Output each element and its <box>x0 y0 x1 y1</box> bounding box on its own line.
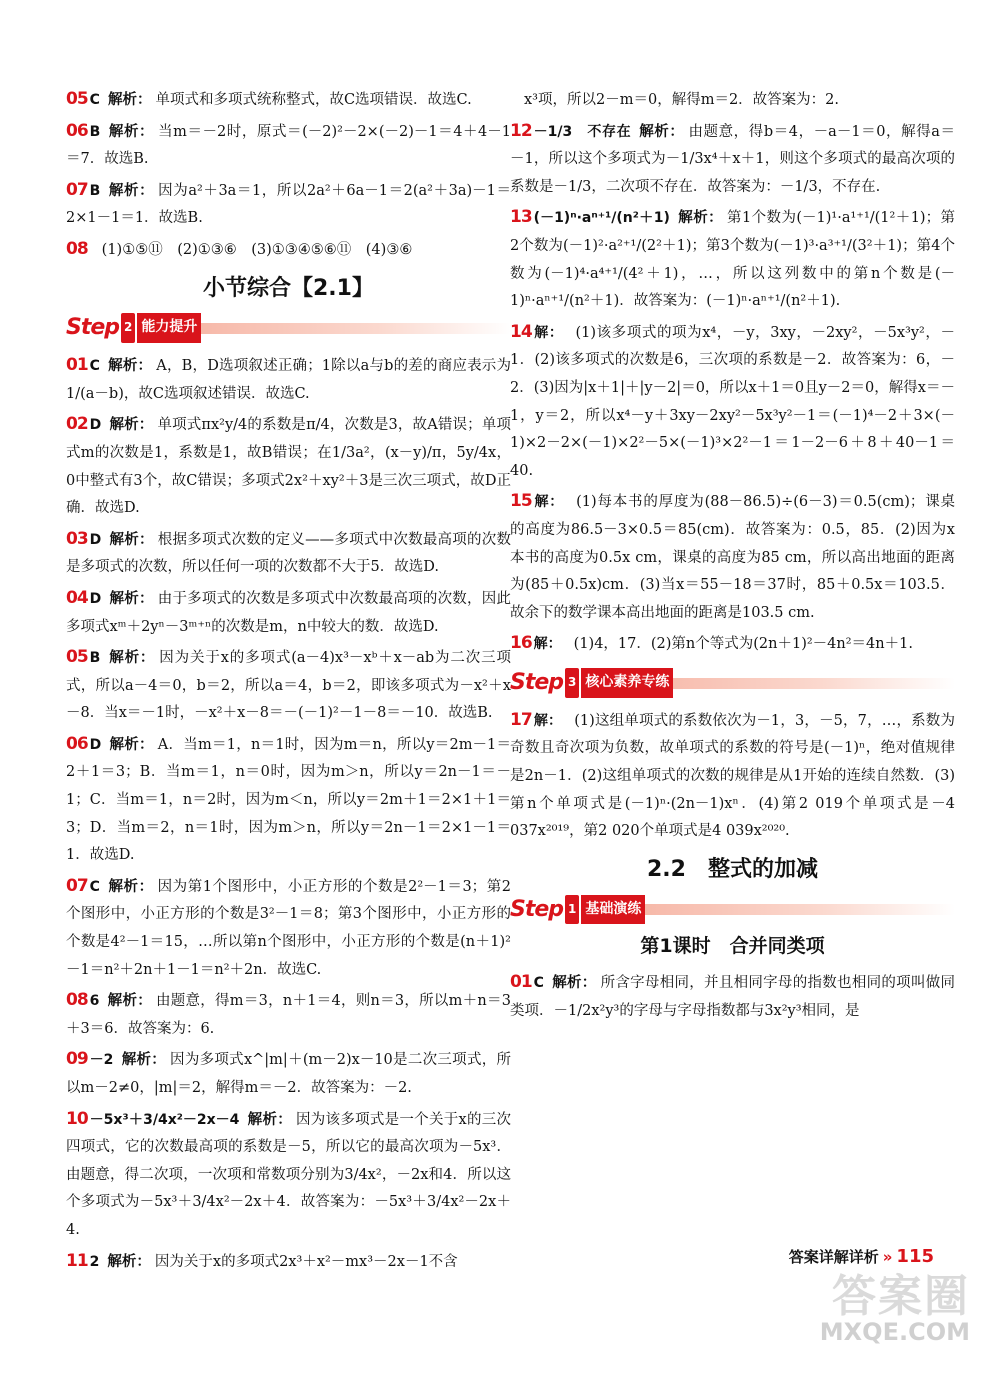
chapter-title: 2.2 整式的加减 <box>647 856 818 882</box>
question-number: 08 <box>66 238 88 259</box>
question-item <box>66 1046 511 1102</box>
explanation-text: 根据多项式次数的定义——多项式中次数最高项的次数是多项式的次数，所以任何一项的次数都不大于5．故选D. <box>66 531 512 576</box>
explanation-text: 因为关于x的多项式2x³＋x²－mx³－2x－1不含 <box>154 1253 458 1270</box>
question-item <box>66 873 511 984</box>
question-item <box>66 644 511 728</box>
analysis-label: 解析： <box>551 975 597 992</box>
section-title: 小节综合【2.1】 <box>203 275 374 301</box>
answer-key: 解： <box>533 324 564 341</box>
explanation-text: 由题意，得m＝3，n＋1＝4，则n＝3，所以m＋n＝3＋3＝6．故答案为：6. <box>66 993 512 1037</box>
watermark-url: MXQE.COM <box>819 1318 970 1346</box>
question-number: 05 <box>66 647 88 668</box>
step-logo: Step <box>66 315 120 341</box>
banner-stripe <box>630 678 955 689</box>
question-item <box>66 236 511 265</box>
analysis-label: 解析： <box>107 1253 151 1270</box>
explanation-text: 所含字母相同，并且相同字母的指数也相同的项叫做同类项．－1/2x²y³的字母与字母指数都与3x²y³相同，是 <box>510 975 956 1019</box>
question-number: 05 <box>66 89 88 109</box>
analysis-label: 解析： <box>677 210 724 227</box>
question-number: 06 <box>66 120 88 141</box>
answer-key: C <box>89 358 100 375</box>
step2-banner <box>66 312 511 344</box>
explanation-text: (1)每本书的厚度为(88－86.5)÷(6－3)＝0.5(cm)；课桌的高度为86.5－3×0.5＝85(cm)．故答案为：0.5，85．(2)因为x本书的高度为0.5x cm，课桌的高度为85 cm，所以高出地面的距离为(85＋0.5x)cm．(3)当x＝55－18＝37时，85＋0.5x＝103.5．故余下的数学课本高出地面的距离是103.5 cm. <box>510 494 956 621</box>
analysis-label: 解析： <box>109 531 154 548</box>
explanation-text: 因为多项式x^|m|＋(m－2)x－10是二次三项式，所以m－2≠0，|m|＝2，解得m＝－2．故答案为：－2. <box>66 1052 512 1096</box>
answer-key: D <box>89 590 102 607</box>
answer-key: B <box>89 182 101 199</box>
question-item <box>510 86 955 115</box>
answer-key: B <box>89 123 101 140</box>
answer-key: 解： <box>533 636 562 653</box>
step3-banner <box>510 667 955 699</box>
step-logo: Step <box>510 670 564 696</box>
explanation-text: A．当m＝1，n＝1时，因为m＝n，所以y＝2m－1＝2＋1＝3；B．当m＝1，n＝0时，因为m＞n，所以y＝2n－1＝－1；C．当m＝1，n＝2时，因为m＜n，所以y＝2m＋1＝2×1＋1＝3；D．当m＝2，n＝1时，因为m＞n，所以y＝2n－1＝2×1－1＝1．故选D. <box>66 736 511 864</box>
left-column <box>66 86 511 1279</box>
question-item <box>66 731 511 870</box>
question-item <box>510 630 955 659</box>
question-item <box>66 526 511 582</box>
answer-key: 解： <box>533 712 563 729</box>
explanation-text: 因为该多项式是一个关于x的三次四项式，它的次数最高项的系数是－5，所以它的最高次项为－5x³．由题意，得二次项，一次项和常数项分别为3/4x²，－2x和4．所以这个多项式为－5x³＋3/4x²－2x＋4．故答案为：－5x³＋3/4x²－2x＋4. <box>66 1111 511 1238</box>
step-title: 能力提升 <box>137 313 201 343</box>
answer-key: 6 <box>89 993 100 1010</box>
question-item <box>66 1106 511 1245</box>
question-item <box>66 177 511 233</box>
answer-key: C <box>533 975 544 992</box>
analysis-label: 解析： <box>121 1052 167 1069</box>
footer-label: 答案详解详析 <box>788 1248 879 1266</box>
analysis-label: 解析： <box>109 736 154 753</box>
explanation-text: 第1个数为(－1)¹·a¹⁺¹/(1²＋1)；第2个数为(－1)²·a²⁺¹/(2²＋1)；第3个数为(－1)³·a³⁺¹/(3²＋1)；第4个数为(－1)⁴·a⁴⁺¹/(4²＋1)，…，所以这列数中的第n个数是(－1)ⁿ·aⁿ⁺¹/(n²＋1)．故答案为：(－1)ⁿ·aⁿ⁺¹/(n²＋1). <box>510 210 955 310</box>
analysis-label: 解析： <box>109 417 154 434</box>
analysis-label: 解析： <box>108 182 155 199</box>
analysis-label: 解析： <box>247 1111 292 1128</box>
answer-key: D <box>89 736 102 753</box>
question-item <box>66 411 511 522</box>
answer-key: C <box>89 878 100 895</box>
analysis-label: 解析： <box>109 590 154 607</box>
analysis-label: 解析： <box>107 993 152 1010</box>
question-number: 15 <box>510 491 532 512</box>
explanation-text: (1)①⑤⑪ (2)①③⑥ (3)①③④⑤⑥⑪ (4)③⑥ <box>101 241 413 258</box>
right-column <box>510 86 955 1028</box>
explanation-text: 因为a²＋3a＝1，所以2a²＋6a－1＝2(a²＋3a)－1＝2×1－1＝1．故选B. <box>66 182 511 227</box>
question-item <box>510 969 955 1025</box>
lesson-title: 第1课时 合并同类项 <box>640 935 825 958</box>
answer-key: B <box>89 650 101 667</box>
explanation-text: A，B，D选项叙述正确；1除以a与b的差的商应表示为1/(a－b)，故C选项叙述错误．故选C. <box>66 358 512 402</box>
step-badge: 3 <box>565 668 579 698</box>
watermark-logo: 答案圈 <box>832 1271 970 1322</box>
question-item <box>510 319 955 486</box>
question-number: 12 <box>510 120 532 141</box>
explanation-text: (1)4，17．(2)第n个等式为(2n＋1)²－4n²＝4n＋1. <box>573 636 913 653</box>
question-item <box>510 488 955 627</box>
question-item <box>66 118 511 174</box>
answer-key: 2 <box>89 1253 100 1270</box>
step1-banner <box>510 893 955 925</box>
step-title: 核心素养专练 <box>581 668 673 698</box>
banner-stripe <box>630 904 955 915</box>
question-item <box>510 707 955 846</box>
question-number: 07 <box>66 179 88 200</box>
answer-key: D <box>89 531 102 548</box>
question-number: 08 <box>66 990 88 1011</box>
question-number: 16 <box>510 633 532 654</box>
question-number: 09 <box>66 1049 88 1070</box>
question-number: 06 <box>66 733 88 754</box>
question-item <box>66 352 511 408</box>
analysis-label: 解析： <box>639 123 685 140</box>
step-title: 基础演练 <box>581 895 645 925</box>
question-number: 14 <box>510 321 532 342</box>
explanation-text: 由题意，得b＝4，－a－1＝0，解得a＝－1，所以这个多项式为－1/3x⁴＋x＋1，则这个多项式的最高次项的系数是－1/3，二次项不存在．故答案为：－1/3，不存在. <box>510 123 955 195</box>
question-number: 02 <box>66 414 88 435</box>
explanation-text: (1)这组单项式的系数依次为－1，3，－5，7，…，系数为奇数且奇次项为负数，故单项式的系数的符号是(－1)ⁿ，绝对值规律是2n－1．(2)这组单项式的次数的规律是从1开始的连续自然数．(3)第n个单项式是(－1)ⁿ·(2n－1)xⁿ．(4)第2 019个单项式是－4 037x²⁰¹⁹，第2 020个单项式是4 039x²⁰²⁰. <box>510 712 955 840</box>
answer-key: C <box>89 92 100 108</box>
answer-key: (－1)ⁿ·aⁿ⁺¹/(n²＋1) <box>533 210 670 227</box>
step-badge: 2 <box>121 313 135 343</box>
question-item <box>66 1248 511 1277</box>
question-number: 03 <box>66 528 88 549</box>
question-number: 07 <box>66 875 88 896</box>
answer-key: 解： <box>533 494 565 511</box>
answer-key: －5x³＋3/4x²－2x－4 <box>89 1111 240 1128</box>
question-number: 01 <box>66 355 88 376</box>
step-badge: 1 <box>565 895 579 925</box>
explanation-text: 单项式和多项式统称整式，故C选项错误．故选C. <box>155 92 472 108</box>
analysis-label: 解析： <box>108 650 156 667</box>
question-number: 10 <box>66 1108 88 1129</box>
banner-stripe <box>186 323 511 334</box>
question-number: 11 <box>66 1250 88 1271</box>
explanation-text: 单项式πx²y/4的系数是π/4，次数是3，故A错误；单项式m的次数是1，系数是1，故B错误；在1/3a²，(x－y)/π，5y/4x，0中整式有3个，故C错误；多项式2x²＋xy²＋3是三次三项式，故D正确．故选D. <box>66 417 511 517</box>
answer-key: －2 <box>89 1052 114 1069</box>
question-item <box>510 118 955 202</box>
explanation-text: 当m＝－2时，原式＝(－2)²－2×(－2)－1＝4＋4－1＝7．故选B. <box>66 123 511 168</box>
answer-key: D <box>89 417 102 434</box>
analysis-label: 解析： <box>107 358 153 375</box>
analysis-label: 解析： <box>108 123 155 140</box>
double-arrow-icon: » <box>882 1248 893 1266</box>
question-item <box>66 86 511 115</box>
explanation-text: x³项，所以2－m＝0，解得m＝2．故答案为：2. <box>524 92 839 108</box>
analysis-label: 解析： <box>107 878 154 895</box>
explanation-text: 因为关于x的多项式(a－4)x³－xᵇ＋x－ab为二次三项式，所以a－4＝0，b＝2，所以a＝4，b＝2，即该多项式为－x²＋x－8．当x＝－1时，－x²＋x－8＝－(－1)²－1－8＝－10．故选B. <box>66 650 512 722</box>
question-item <box>66 987 511 1043</box>
question-number: 04 <box>66 587 88 608</box>
question-number: 01 <box>510 972 532 993</box>
step-logo: Step <box>510 896 564 922</box>
explanation-text: (1)该多项式的项为x⁴，－y，3xy，－2xy²，－5x³y²，－1．(2)该多项式的次数是6，三次项的系数是－2．故答案为：6，－2．(3)因为|x＋1|＋|y－2|＝0，所以x＋1＝0且y－2＝0，解得x＝－1，y＝2，所以x⁴－y＋3xy－2xy²－5x³y²－1＝(－1)⁴－2＋3×(－1)×2－2×(－1)×2²－5×(－1)³×2²－1＝1－2－6＋8＋40－1＝40. <box>510 324 956 479</box>
explanation-text: 因为第1个图形中，小正方形的个数是2²－1＝3；第2个图形中，小正方形的个数是3²－1＝8；第3个图形中，小正方形的个数是4²－1＝15，…所以第n个图形中，小正方形的个数是(n＋1)²－1＝n²＋2n＋1－1＝n²＋2n．故选C. <box>66 878 511 978</box>
explanation-text: 由于多项式的次数是多项式中次数最高项的次数，因此多项式xᵐ＋2yⁿ－3ᵐ⁺ⁿ的次数是m，n中较大的数．故选D. <box>66 590 512 635</box>
page-number: 115 <box>896 1246 934 1267</box>
analysis-label: 解析： <box>107 92 152 108</box>
answer-key: －1/3 不存在 <box>533 123 632 140</box>
question-item <box>510 204 955 315</box>
question-number: 17 <box>510 709 532 730</box>
question-item <box>66 585 511 641</box>
question-number: 13 <box>510 207 532 228</box>
